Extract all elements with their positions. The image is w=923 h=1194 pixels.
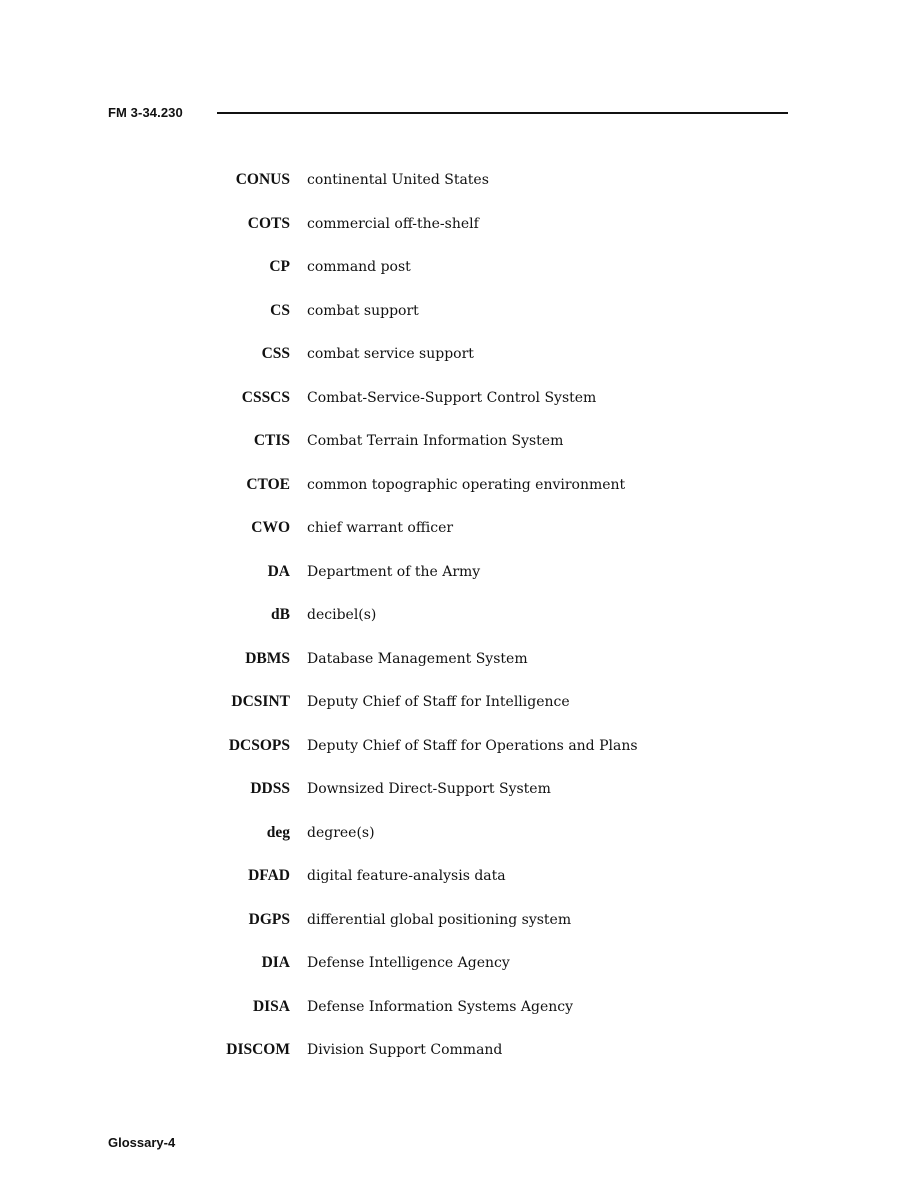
glossary-term: CP xyxy=(269,258,290,275)
glossary-term: CWO xyxy=(251,519,290,536)
glossary-entry xyxy=(0,214,923,258)
glossary-definition: chief warrant officer xyxy=(307,520,454,536)
glossary-entry xyxy=(0,257,923,301)
glossary-term: DISCOM xyxy=(226,1041,290,1058)
glossary-definition: digital feature-analysis data xyxy=(307,868,506,884)
glossary-term: dB xyxy=(271,606,290,623)
page-number: Glossary-4 xyxy=(108,1135,176,1150)
glossary-entry xyxy=(0,953,923,997)
glossary-term: DIA xyxy=(261,954,290,971)
glossary-entry xyxy=(0,475,923,519)
glossary-entry xyxy=(0,431,923,475)
glossary-entry xyxy=(0,170,923,214)
glossary-definition: Deputy Chief of Staff for Operations and Plans xyxy=(307,737,638,754)
glossary-term: CSSCS xyxy=(241,388,290,406)
glossary-definition: common topographic operating environment xyxy=(307,476,626,493)
glossary-definition: combat support xyxy=(307,302,419,319)
glossary-entry xyxy=(0,823,923,867)
glossary-definition: Deputy Chief of Staff for Intelligence xyxy=(307,694,570,710)
glossary-entry xyxy=(0,692,923,736)
glossary-entry xyxy=(0,301,923,345)
glossary-term: DFAD xyxy=(248,867,290,884)
glossary-definition: commercial off-the-shelf xyxy=(307,215,479,232)
glossary-definition: command post xyxy=(307,259,411,275)
glossary-entry xyxy=(0,736,923,780)
glossary-entry xyxy=(0,518,923,562)
glossary-entry xyxy=(0,344,923,388)
glossary-definition: continental United States xyxy=(307,172,489,188)
glossary-term: DBMS xyxy=(245,649,290,667)
glossary-definition: Downsized Direct-Support System xyxy=(307,781,551,797)
manual-id: FM 3-34.230 xyxy=(108,105,183,120)
glossary-term: CTIS xyxy=(253,432,290,449)
glossary-term: DCSINT xyxy=(231,693,290,710)
glossary-entry xyxy=(0,997,923,1041)
glossary-term: CS xyxy=(270,301,290,319)
glossary-list xyxy=(0,170,923,1084)
glossary-term: CSS xyxy=(261,345,290,362)
glossary-entry xyxy=(0,866,923,910)
glossary-entry xyxy=(0,605,923,649)
glossary-definition: Defense Information Systems Agency xyxy=(307,998,574,1015)
glossary-entry xyxy=(0,910,923,954)
glossary-definition: degree(s) xyxy=(307,824,375,841)
glossary-entry xyxy=(0,388,923,432)
glossary-definition: Department of the Army xyxy=(307,563,481,580)
glossary-definition: differential global positioning system xyxy=(307,911,572,928)
glossary-definition: combat service support xyxy=(307,346,474,362)
glossary-definition: Combat-Service-Support Control System xyxy=(307,389,597,406)
glossary-definition: Defense Intelligence Agency xyxy=(307,955,510,971)
glossary-entry xyxy=(0,1040,923,1084)
glossary-term: DCSOPS xyxy=(228,736,290,754)
glossary-term: DGPS xyxy=(248,910,290,928)
glossary-term: deg xyxy=(266,823,290,841)
header-rule xyxy=(217,112,788,114)
glossary-term: CTOE xyxy=(246,475,290,493)
glossary-entry xyxy=(0,562,923,606)
glossary-entry xyxy=(0,779,923,823)
glossary-definition: decibel(s) xyxy=(307,607,377,623)
glossary-term: DDSS xyxy=(250,780,290,797)
glossary-term: COTS xyxy=(247,214,290,232)
glossary-term: DA xyxy=(267,562,290,580)
glossary-definition: Combat Terrain Information System xyxy=(307,433,564,449)
glossary-definition: Division Support Command xyxy=(307,1042,503,1058)
glossary-definition: Database Management System xyxy=(307,650,528,667)
glossary-entry xyxy=(0,649,923,693)
glossary-term: DISA xyxy=(252,997,290,1015)
glossary-term: CONUS xyxy=(235,171,290,188)
